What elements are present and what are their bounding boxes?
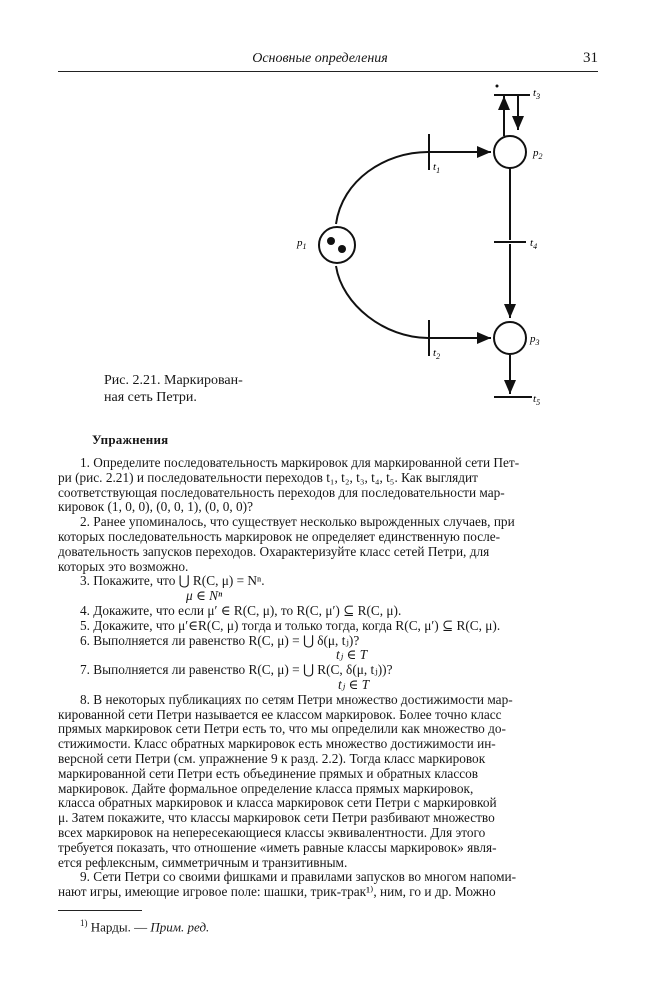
page-number: 31 — [583, 50, 598, 66]
exercises-text — [58, 456, 598, 900]
footnote-mark: 1) — [80, 918, 88, 928]
svg-text:p2 — [532, 147, 543, 161]
text-line: 9. Сети Петри со своими фишками и правилами запусков во многом напоми- — [80, 869, 517, 885]
svg-text:t4 — [530, 237, 537, 251]
label-t3: t — [533, 87, 537, 99]
label-t5: t — [533, 393, 537, 405]
petri-net-diagram — [0, 0, 654, 420]
svg-text:p1 — [296, 237, 307, 251]
text-line: требуется показать, что отношение «иметь равные классы маркировок» явля- — [58, 839, 497, 855]
text-line: 2. Ранее упоминалось, что существует несколько вырожденных случаев, при — [80, 514, 515, 530]
formula-subscript: tⱼ ∈ T — [338, 676, 370, 692]
text-line: кировок (1, 0, 0), (0, 0, 1), (0, 0, 0)? — [58, 499, 253, 515]
label-p3-sub: 3 — [535, 338, 540, 347]
label-p1-sub: 1 — [302, 242, 307, 251]
text-line: которых последовательность маркировок не определяет единственную после- — [58, 528, 501, 544]
caption-line: Рис. 2.21. Маркирован- — [104, 373, 243, 388]
label-t5-sub: 5 — [536, 398, 541, 407]
text-line: маркированной сети Петри есть объединение прямых и обратных классов — [58, 765, 479, 781]
arc-p1-t1 — [336, 152, 428, 224]
arc-p1-t2 — [336, 266, 428, 338]
text-line: маркировок. Дайте формальное определение класса прямых маркировок, — [58, 780, 474, 796]
formula-subscript: tⱼ ∈ T — [336, 647, 368, 663]
label-t1: t — [433, 161, 437, 173]
label-p2-sub: 2 — [538, 152, 543, 161]
text-line: нают игры, имеющие игровое поле: шашки, трик-трак¹⁾, ним, го и др. Можно — [58, 884, 496, 900]
label-t3-sub: 3 — [536, 92, 541, 101]
label-t2: t — [433, 347, 437, 359]
text-line: класса обратных маркировок и класса маркировок сети Петри с маркировкой — [58, 795, 497, 811]
label-p3: p — [530, 333, 536, 345]
text-line: 1. Определите последовательность маркировок для маркированной сети Пет- — [80, 455, 520, 470]
footnote-text: Нарды. — — [90, 919, 151, 935]
formula-subscript: μ ∈ Nⁿ — [186, 588, 223, 604]
place-p1 — [319, 227, 355, 263]
text-line: 5. Докажите, что μ′∈R(C, μ) тогда и только тогда, когда R(C, μ′) ⊆ R(C, μ). — [80, 617, 501, 633]
text-line: 7. Выполняется ли равенство R(C, μ) = ⋃ R(C, δ(μ, tⱼ))? — [80, 662, 393, 678]
svg-text:t3 — [533, 87, 540, 101]
label-t4: t — [530, 237, 534, 249]
text-line: 6. Выполняется ли равенство R(C, μ) = ⋃ δ(μ, tⱼ)? — [80, 632, 360, 648]
text-line: прямых маркировок сети Петри есть то, что мы определили как множество до- — [58, 721, 506, 737]
token — [327, 237, 335, 245]
text-line: довательность запусков переходов. Охарактеризуйте класс сетей Петри, для — [58, 543, 490, 559]
text-line: кированной сети Петри называется ее классом маркировок. Более точно класс — [58, 706, 502, 722]
text-line: 3. Покажите, что ⋃ R(C, μ) = Nⁿ. — [80, 573, 265, 589]
text-line: μ. Затем покажите, что классы маркировок сети Петри разбивают множество — [58, 810, 495, 826]
text-line: которых это возможно. — [58, 558, 189, 574]
svg-text:t1 — [433, 161, 440, 175]
svg-text:p3 — [529, 333, 540, 347]
text-line: 4. Докажите, что если μ′ ∈ R(C, μ), то R(C, μ′) ⊆ R(C, μ). — [80, 602, 402, 618]
label-p2: p — [533, 147, 539, 159]
footnote — [80, 918, 209, 935]
text-line: версной сети Петри (см. упражнение 9 к разд. 2.2). Тогда класс маркировок — [58, 750, 486, 766]
footnote-italic: Прим. ред. — [150, 919, 210, 935]
running-header-title: Основные определения — [252, 51, 388, 66]
caption-line: ная сеть Петри. — [104, 390, 197, 405]
text-line: соответствующая последовательность переходов для последовательности мар- — [58, 484, 505, 500]
svg-text:t5 — [533, 393, 540, 407]
token — [496, 85, 499, 88]
section-heading: Упражнения — [92, 432, 169, 447]
label-p1: p — [297, 237, 303, 249]
label-t1-sub: 1 — [436, 166, 441, 175]
text-line: ется рефлексным, симметричным и транзитивным. — [58, 854, 348, 870]
label-t2-sub: 2 — [436, 352, 441, 361]
text-line: ри (рис. 2.21) и последовательности переходов t₁, t₂, t₃, t₄, t₅. Как выглядит — [58, 469, 478, 485]
figure-caption — [104, 372, 284, 406]
token — [338, 245, 346, 253]
place-p3 — [494, 322, 526, 354]
place-p2 — [494, 136, 526, 168]
text-line: всех маркировок на непересекающиеся классы эквивалентности. Для этого — [58, 824, 486, 840]
svg-text:t2 — [433, 347, 440, 361]
label-t4-sub: 4 — [533, 242, 538, 251]
text-line: стижимости. Класс обратных маркировок есть множество достижимости ин- — [58, 736, 496, 752]
text-line: 8. В некоторых публикациях по сетям Петри множество достижимости мар- — [80, 691, 513, 707]
footnote-rule — [58, 910, 142, 911]
